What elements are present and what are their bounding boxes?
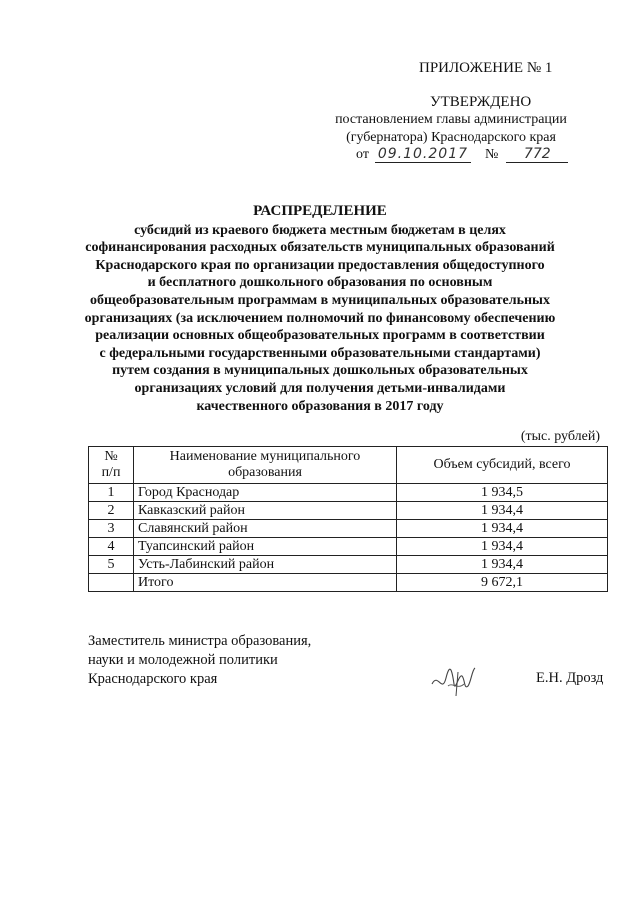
header-number-line1: № <box>104 449 118 464</box>
title-line: путем создания в муниципальных дошкольных образовательных <box>112 363 528 379</box>
approved-line-2: (губернатора) Краснодарского края <box>346 130 556 145</box>
title-line: общеобразовательным программам в муниципальных образовательных <box>90 292 550 308</box>
header-name-line2: образования <box>228 465 302 480</box>
signatory-line: Краснодарского края <box>88 671 218 687</box>
row-amount: 1 934,4 <box>397 520 608 538</box>
title-heading: РАСПРЕДЕЛЕНИЕ <box>253 203 387 219</box>
title-line: софинансирования расходных обязательств муниципальных образований <box>85 240 555 256</box>
decree-date: 09.10.2017 <box>375 146 471 163</box>
title-line: и бесплатного дошкольного образования по основным <box>147 275 493 291</box>
date-prefix: от <box>356 147 369 162</box>
row-amount: 1 934,4 <box>397 502 608 520</box>
table-header-row <box>89 447 608 484</box>
handwritten-signature-icon <box>428 664 478 700</box>
header-number <box>89 447 134 484</box>
decree-number: 772 <box>506 146 568 163</box>
header-amount: Объем субсидий, всего <box>397 447 608 484</box>
row-amount: 1 934,4 <box>397 556 608 574</box>
row-amount: 1 934,4 <box>397 538 608 556</box>
row-municipality: Усть-Лабинский район <box>134 556 397 574</box>
row-municipality: Туапсинский район <box>134 538 397 556</box>
total-amount: 9 672,1 <box>397 574 608 592</box>
title-line: Краснодарского края по организации предоставления общедоступного <box>95 257 545 273</box>
approved-title: УТВЕРЖДЕНО <box>430 94 532 110</box>
table-row <box>89 502 608 520</box>
table-row <box>89 538 608 556</box>
units-label: (тыс. рублей) <box>520 429 600 444</box>
appendix-label: ПРИЛОЖЕНИЕ № 1 <box>419 60 553 76</box>
title-line: субсидий из краевого бюджета местным бюджетам в целях <box>134 222 506 238</box>
row-amount: 1 934,5 <box>397 484 608 502</box>
title-line: качественного образования в 2017 году <box>196 398 444 414</box>
signatory-line: науки и молодежной политики <box>88 652 278 668</box>
header-name-line1: Наименование муниципального <box>169 449 361 464</box>
signatory-line: Заместитель министра образования, <box>88 633 312 649</box>
header-number-line2: п/п <box>101 465 121 480</box>
table-row <box>89 484 608 502</box>
subsidy-table <box>88 446 608 592</box>
title-line: организациях условий для получения детьми-инвалидами <box>134 380 506 396</box>
table-row <box>89 556 608 574</box>
row-municipality: Кавказский район <box>134 502 397 520</box>
row-municipality: Город Краснодар <box>134 484 397 502</box>
signatory-name: Е.Н. Дрозд <box>536 670 604 686</box>
number-prefix: № <box>484 147 499 162</box>
decree-date-row <box>356 146 568 163</box>
header-name <box>134 447 397 484</box>
approved-line-1: постановлением главы администрации <box>335 112 567 127</box>
title-line: с федеральными государственными образовательными стандартами) <box>99 345 541 361</box>
row-number: 4 <box>89 538 134 556</box>
signatory-position <box>88 632 311 689</box>
row-number: 2 <box>89 502 134 520</box>
row-number: 5 <box>89 556 134 574</box>
title-line: организациях (за исключением полномочий по финансовому обеспечению <box>84 310 556 326</box>
table-row <box>89 520 608 538</box>
total-label: Итого <box>134 574 397 592</box>
table-total-row <box>89 574 608 592</box>
total-number <box>89 574 134 592</box>
title-line: реализации основных общеобразовательных программ в соответствии <box>95 328 545 344</box>
row-number: 1 <box>89 484 134 502</box>
document-title <box>60 203 580 415</box>
row-municipality: Славянский район <box>134 520 397 538</box>
row-number: 3 <box>89 520 134 538</box>
